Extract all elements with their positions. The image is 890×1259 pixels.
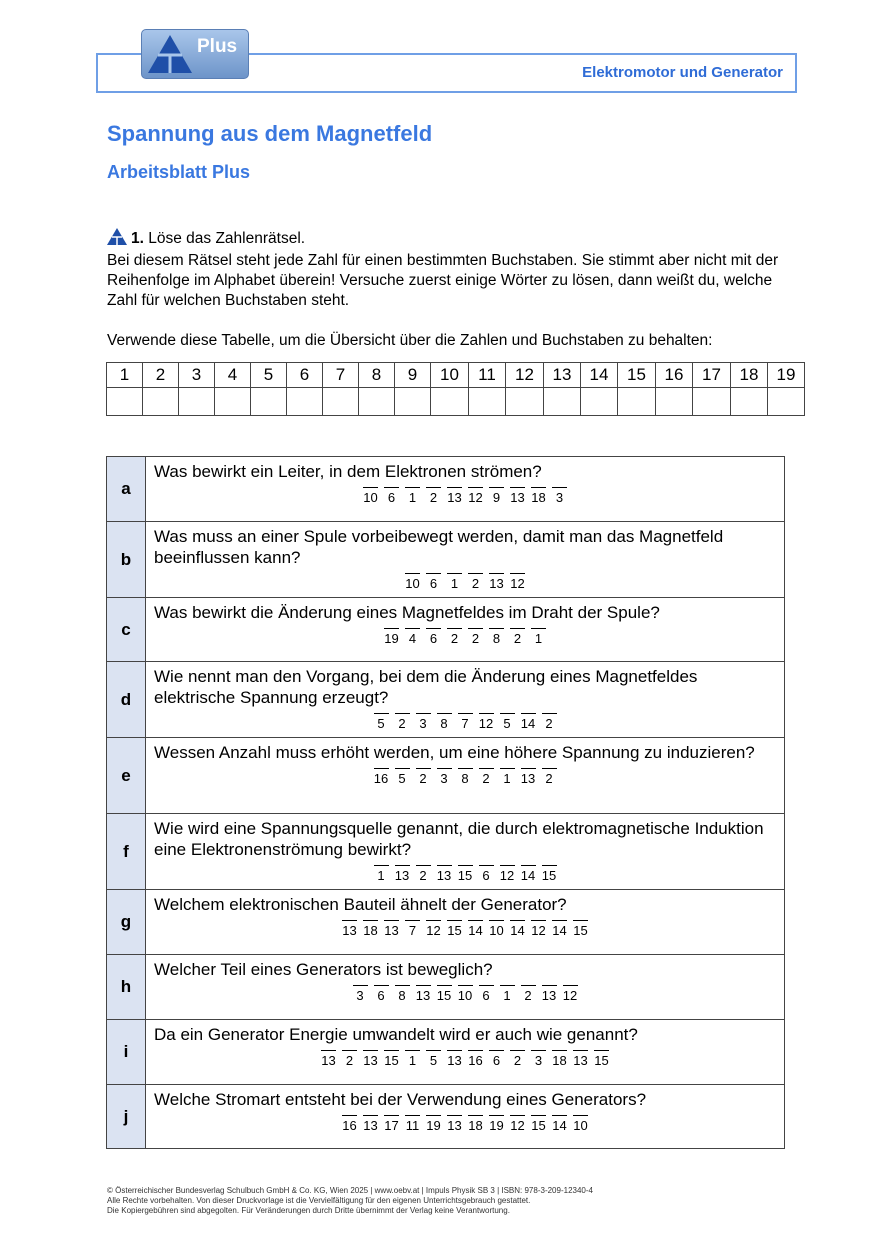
answer-slot[interactable]: 1 — [371, 868, 392, 883]
answer-slot[interactable]: 6 — [476, 868, 497, 883]
question-text: Da ein Generator Energie umwandelt wird er auch wie genannt? — [154, 1025, 638, 1044]
question-text: Welche Stromart entsteht bei der Verwendung eines Generators? — [154, 1090, 647, 1109]
answer-slot[interactable]: 15 — [381, 1053, 402, 1068]
letter-row — [107, 388, 805, 416]
answer-slot[interactable]: 2 — [476, 771, 497, 786]
letter-answer-cell[interactable] — [731, 388, 768, 416]
question-text: Was bewirkt ein Leiter, in dem Elektronen strömen? — [154, 462, 542, 481]
answer-slot[interactable]: 6 — [423, 576, 444, 591]
answer-slot[interactable]: 13 — [360, 1053, 381, 1068]
letter-answer-cell[interactable] — [395, 388, 431, 416]
answer-slot[interactable]: 2 — [507, 631, 528, 646]
triangle-logo-icon — [146, 33, 194, 75]
answer-code — [154, 576, 776, 591]
answer-slot[interactable]: 14 — [507, 923, 528, 938]
answer-slot[interactable]: 14 — [465, 923, 486, 938]
answer-slot[interactable]: 13 — [444, 1053, 465, 1068]
number-cell: 8 — [359, 363, 395, 388]
question-body — [146, 1085, 785, 1149]
number-cell: 19 — [768, 363, 805, 388]
footer-line: Die Kopiergebühren sind abgegolten. Für Veränderungen durch Dritte übernimmt der Verlag keine Verantwortung. — [107, 1206, 510, 1215]
answer-slot[interactable]: 2 — [423, 490, 444, 505]
plus-logo — [141, 29, 249, 79]
header-topic: Elektromotor und Generator — [582, 64, 783, 81]
footer — [107, 1186, 593, 1216]
task-number: 1. — [131, 230, 144, 247]
answer-slot[interactable]: 19 — [381, 631, 402, 646]
letter-answer-cell[interactable] — [618, 388, 656, 416]
question-letter: c — [107, 598, 146, 662]
answer-slot[interactable]: 13 — [486, 576, 507, 591]
answer-slot[interactable]: 15 — [434, 988, 455, 1003]
answer-slot[interactable]: 2 — [392, 716, 413, 731]
letter-answer-cell[interactable] — [359, 388, 395, 416]
answer-slot[interactable]: 6 — [486, 1053, 507, 1068]
question-letter: e — [107, 738, 146, 814]
question-row — [107, 1085, 785, 1149]
answer-slot[interactable]: 1 — [402, 490, 423, 505]
answer-slot[interactable]: 3 — [528, 1053, 549, 1068]
answer-slot[interactable]: 15 — [528, 1118, 549, 1133]
answer-slot[interactable]: 8 — [434, 716, 455, 731]
number-cell: 3 — [179, 363, 215, 388]
number-cell: 4 — [215, 363, 251, 388]
letter-answer-cell[interactable] — [768, 388, 805, 416]
answer-code — [154, 716, 776, 731]
question-body — [146, 598, 785, 662]
number-cell: 9 — [395, 363, 431, 388]
answer-slot[interactable]: 18 — [528, 490, 549, 505]
letter-answer-cell[interactable] — [179, 388, 215, 416]
letter-answer-cell[interactable] — [323, 388, 359, 416]
number-letter-table — [106, 362, 805, 416]
answer-slot[interactable]: 18 — [549, 1053, 570, 1068]
question-row — [107, 662, 785, 738]
answer-slot[interactable]: 17 — [381, 1118, 402, 1133]
letter-answer-cell[interactable] — [251, 388, 287, 416]
answer-slot[interactable]: 13 — [339, 923, 360, 938]
answer-code — [154, 490, 776, 505]
answer-slot[interactable]: 15 — [539, 868, 560, 883]
answer-slot[interactable]: 2 — [539, 771, 560, 786]
answer-slot[interactable]: 13 — [360, 1118, 381, 1133]
answer-slot[interactable]: 10 — [402, 576, 423, 591]
question-row — [107, 1020, 785, 1085]
number-cell: 11 — [469, 363, 506, 388]
answer-slot[interactable]: 5 — [392, 771, 413, 786]
answer-slot[interactable]: 14 — [549, 923, 570, 938]
answer-slot[interactable]: 12 — [507, 576, 528, 591]
letter-answer-cell[interactable] — [215, 388, 251, 416]
answer-slot[interactable]: 13 — [444, 1118, 465, 1133]
answer-slot[interactable]: 8 — [455, 771, 476, 786]
answer-slot[interactable]: 16 — [371, 771, 392, 786]
answer-slot[interactable]: 10 — [455, 988, 476, 1003]
answer-slot[interactable]: 18 — [360, 923, 381, 938]
question-row — [107, 955, 785, 1020]
question-row — [107, 814, 785, 890]
answer-code — [154, 868, 776, 883]
number-cell: 5 — [251, 363, 287, 388]
question-body — [146, 955, 785, 1020]
question-row — [107, 598, 785, 662]
page-title: Spannung aus dem Magnetfeld — [107, 121, 433, 146]
letter-answer-cell[interactable] — [143, 388, 179, 416]
answer-slot[interactable]: 2 — [413, 771, 434, 786]
answer-slot[interactable]: 13 — [444, 490, 465, 505]
number-cell: 1 — [107, 363, 143, 388]
number-cell: 7 — [323, 363, 359, 388]
question-letter: f — [107, 814, 146, 890]
letter-answer-cell[interactable] — [506, 388, 544, 416]
answer-slot[interactable]: 19 — [486, 1118, 507, 1133]
answer-slot[interactable]: 4 — [402, 631, 423, 646]
question-letter: a — [107, 457, 146, 522]
page-subtitle: Arbeitsblatt Plus — [107, 162, 251, 182]
answer-slot[interactable]: 15 — [444, 923, 465, 938]
answer-slot[interactable]: 5 — [423, 1053, 444, 1068]
question-letter: b — [107, 522, 146, 598]
task-text: Bei diesem Rätsel steht jede Zahl für einen bestimmten Buchstaben. Sie stimmt aber nicht mit der Reihenfolge im Alphabet überein! Versuche zuerst einige Wörter zu lösen, dann weißt du, welche Zahl für welchen Buchstaben steht. — [107, 252, 779, 309]
answer-slot[interactable]: 10 — [486, 923, 507, 938]
number-cell: 2 — [143, 363, 179, 388]
answer-code — [154, 631, 776, 646]
answer-slot[interactable]: 13 — [318, 1053, 339, 1068]
answer-slot[interactable]: 2 — [507, 1053, 528, 1068]
answer-slot[interactable]: 5 — [497, 716, 518, 731]
answer-slot[interactable]: 1 — [444, 576, 465, 591]
question-letter: g — [107, 890, 146, 955]
question-text: Was muss an einer Spule vorbeibewegt werden, damit man das Magnetfeld beeinflussen kann? — [154, 527, 724, 567]
question-body — [146, 814, 785, 890]
answer-slot[interactable]: 12 — [497, 868, 518, 883]
answer-slot[interactable]: 8 — [392, 988, 413, 1003]
number-row — [107, 363, 805, 388]
answer-slot[interactable]: 2 — [413, 868, 434, 883]
answer-slot[interactable]: 3 — [413, 716, 434, 731]
answer-slot[interactable]: 14 — [518, 868, 539, 883]
question-text: Wessen Anzahl muss erhöht werden, um eine höhere Spannung zu induzieren? — [154, 743, 755, 762]
answer-slot[interactable]: 1 — [497, 988, 518, 1003]
answer-slot[interactable]: 16 — [465, 1053, 486, 1068]
answer-slot[interactable]: 10 — [570, 1118, 591, 1133]
answer-slot[interactable]: 6 — [476, 988, 497, 1003]
answer-slot[interactable]: 7 — [455, 716, 476, 731]
answer-slot[interactable]: 13 — [392, 868, 413, 883]
question-body — [146, 457, 785, 522]
question-text: Was bewirkt die Änderung eines Magnetfeldes im Draht der Spule? — [154, 603, 660, 622]
answer-slot[interactable]: 13 — [413, 988, 434, 1003]
question-letter: i — [107, 1020, 146, 1085]
answer-slot[interactable]: 15 — [591, 1053, 612, 1068]
answer-slot[interactable]: 3 — [549, 490, 570, 505]
answer-code — [154, 1118, 776, 1133]
question-body — [146, 662, 785, 738]
question-row — [107, 522, 785, 598]
answer-slot[interactable]: 3 — [434, 771, 455, 786]
answer-slot[interactable]: 2 — [539, 716, 560, 731]
answer-slot[interactable]: 13 — [539, 988, 560, 1003]
answer-slot[interactable]: 2 — [339, 1053, 360, 1068]
number-cell: 10 — [431, 363, 469, 388]
answer-slot[interactable]: 6 — [381, 490, 402, 505]
question-text: Wie nennt man den Vorgang, bei dem die Änderung eines Magnetfeldes elektrische Spannung erzeugt? — [154, 667, 698, 707]
number-cell: 16 — [656, 363, 693, 388]
number-cell: 14 — [581, 363, 618, 388]
footer-line: © Österreichischer Bundesverlag Schulbuch GmbH & Co. KG, Wien 2025 | www.oebv.at | Impuls Physik SB 3 | ISBN: 978-3-209-12340-4 — [107, 1186, 593, 1195]
answer-slot[interactable]: 16 — [339, 1118, 360, 1133]
answer-slot[interactable]: 18 — [465, 1118, 486, 1133]
answer-slot[interactable]: 13 — [507, 490, 528, 505]
answer-slot[interactable]: 1 — [497, 771, 518, 786]
answer-slot[interactable]: 2 — [444, 631, 465, 646]
number-cell: 17 — [693, 363, 731, 388]
answer-slot[interactable]: 1 — [528, 631, 549, 646]
answer-slot[interactable]: 5 — [371, 716, 392, 731]
question-body — [146, 738, 785, 814]
answer-slot[interactable]: 15 — [455, 868, 476, 883]
number-cell: 15 — [618, 363, 656, 388]
answer-slot[interactable]: 13 — [381, 923, 402, 938]
question-letter: d — [107, 662, 146, 738]
question-text: Wie wird eine Spannungsquelle genannt, die durch elektromagnetische Induktion eine Elektronenströmung bewirkt? — [154, 819, 764, 859]
answer-slot[interactable]: 13 — [434, 868, 455, 883]
answer-slot[interactable]: 12 — [465, 490, 486, 505]
task-table-hint: Verwende diese Tabelle, um die Übersicht über die Zahlen und Buchstaben zu behalten: — [107, 332, 713, 349]
answer-slot[interactable]: 13 — [518, 771, 539, 786]
question-letter: j — [107, 1085, 146, 1149]
question-text: Welchem elektronischen Bauteil ähnelt der Generator? — [154, 895, 567, 914]
task-heading: Löse das Zahlenrätsel. — [148, 230, 306, 247]
letter-answer-cell[interactable] — [431, 388, 469, 416]
answer-slot[interactable]: 6 — [371, 988, 392, 1003]
answer-slot[interactable]: 2 — [465, 631, 486, 646]
question-text: Welcher Teil eines Generators ist beweglich? — [154, 960, 493, 979]
answer-code — [154, 988, 776, 1003]
question-body — [146, 890, 785, 955]
answer-slot[interactable]: 2 — [518, 988, 539, 1003]
triangle-icon — [107, 228, 127, 251]
letter-answer-cell[interactable] — [544, 388, 581, 416]
footer-line: Alle Rechte vorbehalten. Von dieser Druckvorlage ist die Vervielfältigung für den eigenen Unterrichtsgebrauch gestattet. — [107, 1196, 531, 1205]
answer-slot[interactable]: 19 — [423, 1118, 444, 1133]
answer-slot[interactable]: 12 — [528, 923, 549, 938]
answer-slot[interactable]: 9 — [486, 490, 507, 505]
answer-slot[interactable]: 3 — [350, 988, 371, 1003]
answer-slot[interactable]: 12 — [560, 988, 581, 1003]
answer-code — [154, 923, 776, 938]
letter-answer-cell[interactable] — [287, 388, 323, 416]
number-cell: 12 — [506, 363, 544, 388]
letter-answer-cell[interactable] — [581, 388, 618, 416]
answer-slot[interactable]: 10 — [360, 490, 381, 505]
answer-slot[interactable]: 8 — [486, 631, 507, 646]
answer-code — [154, 1053, 776, 1068]
logo-label: Plus — [197, 36, 238, 57]
answer-slot[interactable]: 6 — [423, 631, 444, 646]
question-row — [107, 738, 785, 814]
question-body — [146, 1020, 785, 1085]
answer-slot[interactable]: 15 — [570, 923, 591, 938]
letter-answer-cell[interactable] — [656, 388, 693, 416]
answer-slot[interactable]: 7 — [402, 923, 423, 938]
number-cell: 13 — [544, 363, 581, 388]
answer-slot[interactable]: 12 — [476, 716, 497, 731]
answer-slot[interactable]: 14 — [518, 716, 539, 731]
task-instructions — [107, 228, 787, 351]
letter-answer-cell[interactable] — [693, 388, 731, 416]
answer-slot[interactable]: 12 — [423, 923, 444, 938]
question-row — [107, 890, 785, 955]
answer-slot[interactable]: 1 — [402, 1053, 423, 1068]
answer-slot[interactable]: 2 — [465, 576, 486, 591]
question-row — [107, 457, 785, 522]
number-cell: 6 — [287, 363, 323, 388]
answer-slot[interactable]: 13 — [570, 1053, 591, 1068]
answer-slot[interactable]: 14 — [549, 1118, 570, 1133]
answer-slot[interactable]: 11 — [402, 1118, 423, 1133]
question-table — [106, 456, 785, 1149]
question-body — [146, 522, 785, 598]
letter-answer-cell[interactable] — [107, 388, 143, 416]
letter-answer-cell[interactable] — [469, 388, 506, 416]
question-letter: h — [107, 955, 146, 1020]
number-cell: 18 — [731, 363, 768, 388]
answer-slot[interactable]: 12 — [507, 1118, 528, 1133]
answer-code — [154, 771, 776, 786]
